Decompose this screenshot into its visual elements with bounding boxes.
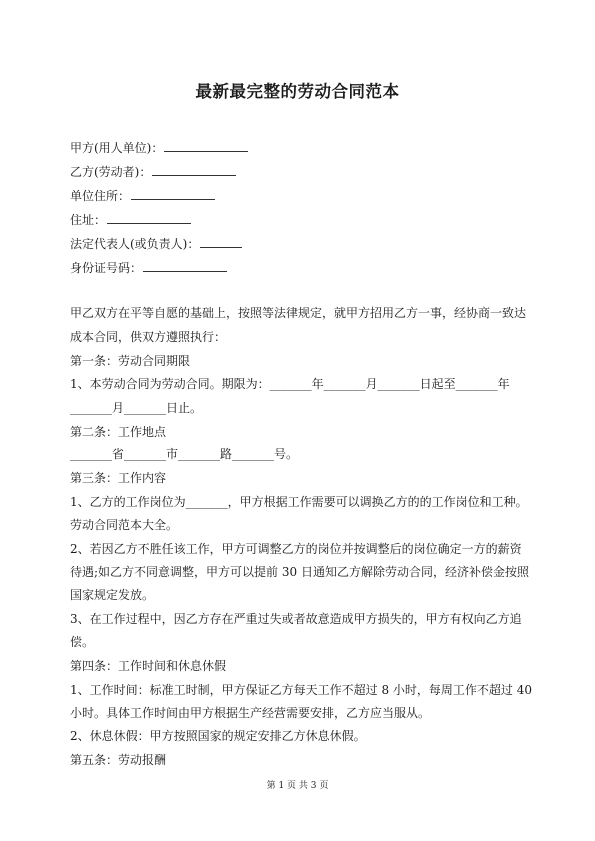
section-heading: 第五条：劳动报酬: [70, 753, 167, 767]
body-line: 1、工作时间：标准工时制，甲方保证乙方每天工作不超过 8 小时，每周工作不超过 40: [70, 683, 532, 697]
section-heading: 第三条：工作内容: [70, 471, 167, 485]
fill-blank: [200, 237, 242, 248]
body-line: 2、休息休假：甲方按照国家的规定安排乙方休息休假。: [70, 729, 366, 743]
fill-blank: [143, 261, 227, 272]
field-label: 法定代表人(或负责人)：: [70, 237, 200, 251]
document-title: 最新最完整的劳动合同范本: [195, 82, 400, 101]
field-label: 住址：: [70, 213, 107, 227]
field-legal-representative: [70, 237, 242, 251]
fill-blank: [164, 141, 248, 152]
fill-blank: [107, 213, 191, 224]
field-label: 甲方(用人单位)：: [70, 141, 164, 155]
body-line: 待遇;如乙方不同意调整，甲方可以提前 30 日通知乙方解除劳动合同，经济补偿金按照: [70, 565, 529, 579]
body-line: 偿。: [70, 635, 95, 649]
section-heading: 第二条：工作地点: [70, 425, 167, 439]
body-line: 甲乙双方在平等自愿的基础上，按照等法律规定，就甲方招用乙方一事，经协商一致达: [70, 306, 527, 320]
body-line: 3、在工作过程中，因乙方存在严重过失或者故意造成甲方损失的，甲方有权向乙方追: [70, 612, 522, 626]
field-label: 单位住所：: [70, 189, 131, 203]
body-line: 1、本劳动合同为劳动合同。期限为：_______年_______月_______日起至_______年: [70, 377, 510, 391]
body-line: 小时。具体工作时间由甲方根据生产经营需要安排，乙方应当服从。: [70, 706, 431, 720]
field-address: [70, 213, 191, 227]
body-line: 成本合同，供双方遵照执行：: [70, 330, 227, 344]
field-id-number: [70, 261, 227, 275]
body-line: 国家规定发放。: [70, 588, 155, 602]
section-heading: 第四条：工作时间和休息休假: [70, 659, 227, 673]
body-line: 劳动合同范本大全。: [70, 518, 179, 532]
section-heading: 第一条：劳动合同期限: [70, 354, 191, 368]
body-line: 2、若因乙方不胜任该工作，甲方可调整乙方的岗位并按调整后的岗位确定一方的薪资: [70, 542, 522, 556]
body-line: _______省_______市_______路_______号。: [70, 447, 299, 461]
body-line: _______月_______日止。: [70, 401, 203, 415]
field-label: 身份证号码：: [70, 261, 143, 275]
page-number: 第 1 页 共 3 页: [266, 781, 329, 791]
body-line: 1、乙方的工作岗位为_______，甲方根据工作需要可以调换乙方的的工作岗位和工种。: [70, 495, 528, 509]
field-company-address: [70, 189, 215, 203]
fill-blank: [152, 165, 236, 176]
fill-blank: [131, 189, 215, 200]
field-party-a: [70, 141, 248, 155]
field-label: 乙方(劳动者)：: [70, 165, 152, 179]
field-party-b: [70, 165, 236, 179]
